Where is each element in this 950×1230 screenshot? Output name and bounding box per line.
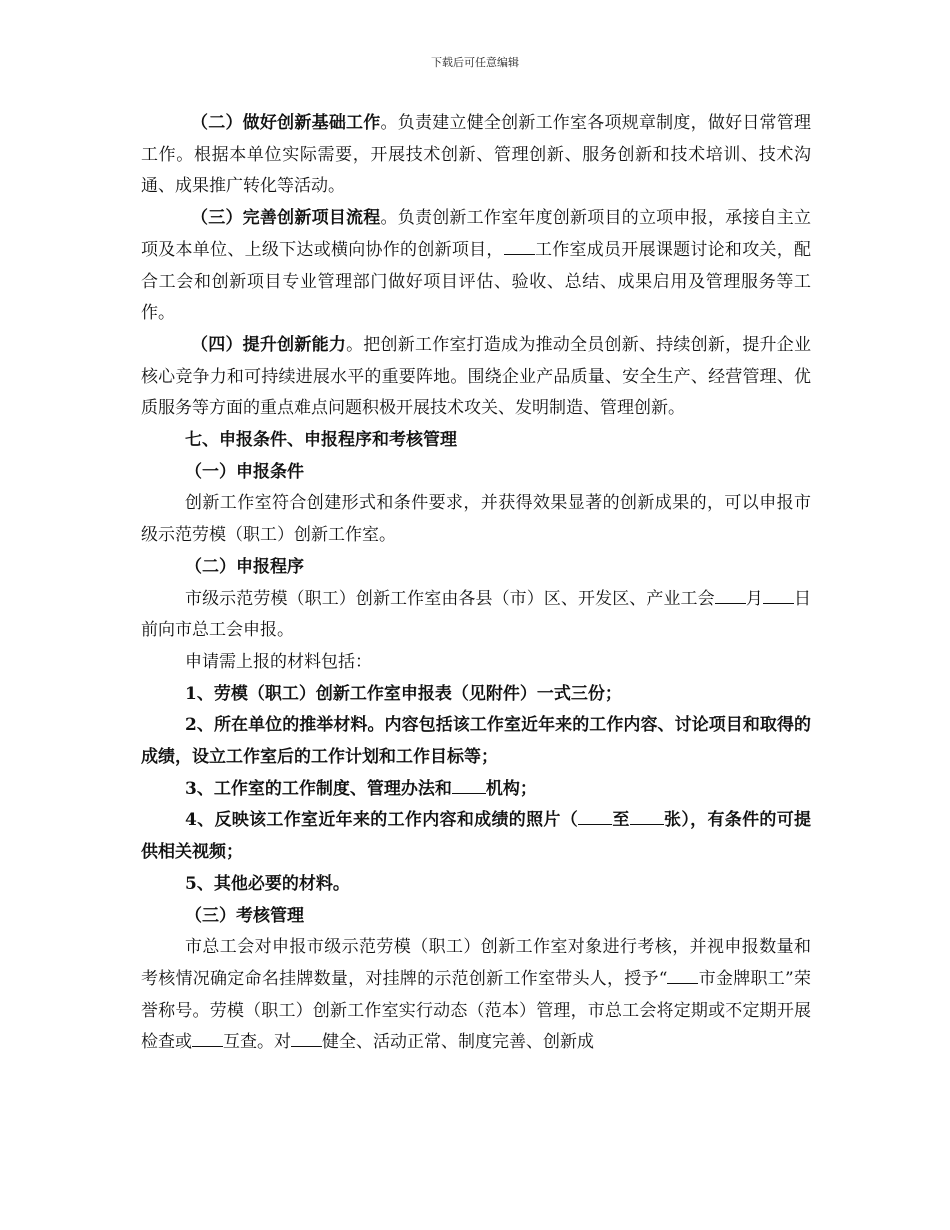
text-item4-b: 至: [612, 810, 630, 831]
heading-innovation-foundation: （二）做好创新基础工作: [191, 113, 381, 133]
text-item3-b: 机构；: [485, 778, 537, 799]
text-procedure-2: 月: [745, 588, 763, 609]
paragraph-assessment: [141, 932, 811, 1059]
blank-underline: [630, 809, 664, 825]
paragraph-innovation-capability: [141, 330, 811, 425]
text-assessment-3: 互查。对: [223, 1032, 291, 1053]
blank-underline: [504, 239, 535, 255]
document-body: [141, 108, 811, 1059]
blank-underline: [452, 778, 486, 794]
blank-underline: [763, 588, 794, 604]
list-item-1: 1、劳模（职工）创新工作室申报表（见附件）一式三份；: [185, 683, 622, 704]
text-innovation-foundation: 。负责建立健全创新工作室各项规章制度，做好日常管理工作。根据本单位实际需要，开展技术创新、管理创新、服务创新和技术培训、技术沟通、成果推广转化等活动。: [141, 113, 812, 197]
list-item-3: [141, 774, 811, 806]
text-item3-a: 3、工作室的工作制度、管理办法和: [185, 778, 452, 799]
heading-innovation-process: （三）完善创新项目流程: [191, 208, 381, 229]
list-item-4: [141, 805, 811, 868]
paragraph-innovation-process: [141, 203, 811, 330]
list-item-2: 2、所在单位的推举材料。内容包括该工作室近年来的工作内容、讨论项目和取得的成绩，设立工作室后的工作计划和工作目标等；: [141, 715, 811, 768]
subsection-title-procedure: （二）申报程序: [185, 556, 304, 577]
text-assessment-2: 市金牌职工”荣誉称号。劳模（职工）创新工作室实行动态（范本）管理，市总工会将定期或不定期开展检查或: [141, 968, 811, 1053]
subsection-title-assessment: （三）考核管理: [185, 905, 304, 926]
blank-underline: [291, 1031, 322, 1047]
text-procedure-3: 日前向市总工会申报。: [141, 588, 812, 641]
paragraph-procedure: [141, 584, 811, 647]
paragraph-materials-intro: 申请需上报的材料包括：: [185, 651, 372, 672]
blank-underline: [715, 588, 746, 604]
blank-underline: [578, 809, 612, 825]
text-innovation-process-2: 工作室成员开展课题讨论和攻关，配合工会和创新项目专业管理部门做好项目评估、验收、总结、成果启用及管理服务等工作。: [141, 239, 812, 324]
list-item-5: 5、其他必要的材料。: [185, 873, 350, 894]
text-procedure-1: 市级示范劳模（职工）创新工作室由各县（市）区、开发区、产业工会: [185, 588, 715, 609]
text-assessment-1: 市总工会对申报市级示范劳模（职工）创新工作室对象进行考核，并视申报数量和考核情况确定命名挂牌数量，对挂牌的示范创新工作室带头人，授予“: [141, 937, 811, 989]
page-header: 下载后可任意编辑: [431, 56, 519, 69]
paragraph-innovation-foundation: [141, 108, 811, 203]
text-item4-c: 张），有条件的可提供相关视频；: [141, 810, 812, 863]
heading-innovation-capability: （四）提升创新能力: [191, 334, 347, 355]
section-title-seven: 七、申报条件、申报程序和考核管理: [185, 430, 457, 451]
text-innovation-process-1: 。负责创新工作室年度创新项目的立项申报，承接自主立项及本单位、上级下达或横向协作的创新项目，: [141, 208, 812, 260]
text-assessment-4: 健全、活动正常、制度完善、创新成: [322, 1032, 594, 1053]
text-innovation-capability: 。把创新工作室打造成为推动全员创新、持续创新，提升企业核心竞争力和可持续进展水平的重要阵地。围绕企业产品质量、安全生产、经营管理、优质服务等方面的重点难点问题积极开展技术攻关、发明制造、管理创新。: [141, 334, 812, 419]
subsection-title-conditions: （一）申报条件: [185, 461, 304, 482]
text-item4-a: 4、反映该工作室近年来的工作内容和成绩的照片（: [185, 810, 579, 831]
blank-underline: [192, 1031, 223, 1047]
paragraph-conditions: 创新工作室符合创建形式和条件要求，并获得效果显著的创新成果的，可以申报市级示范劳模（职工）创新工作室。: [141, 493, 811, 546]
blank-underline: [667, 968, 698, 984]
